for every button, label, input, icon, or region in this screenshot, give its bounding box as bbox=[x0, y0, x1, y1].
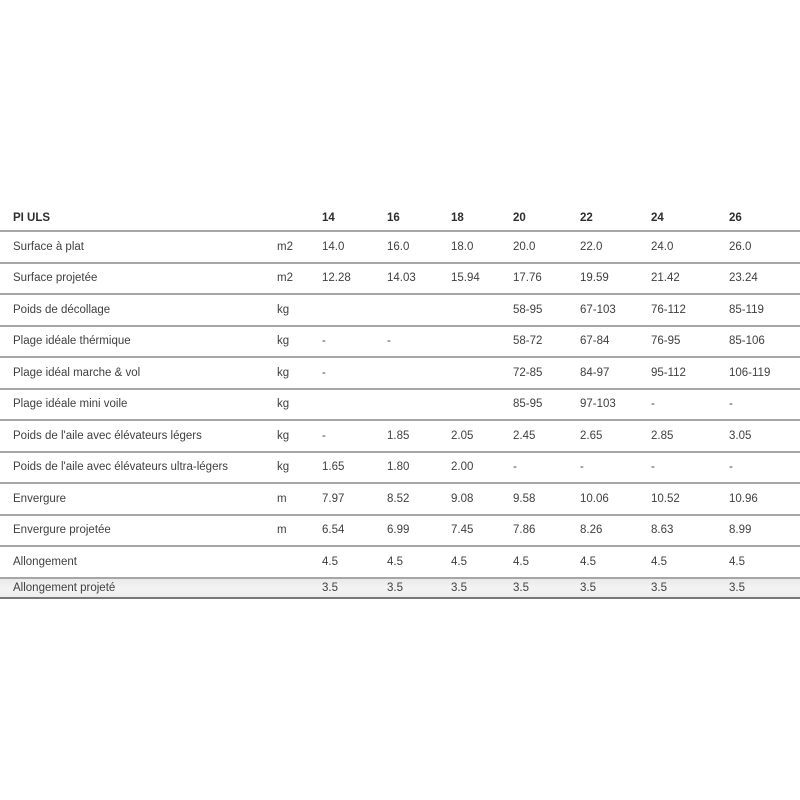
table-row bbox=[0, 263, 800, 295]
spec-value: - bbox=[322, 326, 387, 358]
table-row bbox=[0, 389, 800, 421]
spec-value: - bbox=[387, 326, 451, 358]
spec-unit bbox=[277, 578, 322, 598]
spec-label: Envergure projetée bbox=[0, 515, 277, 547]
table-row bbox=[0, 483, 800, 515]
specs-table bbox=[0, 205, 800, 599]
spec-value: 20.0 bbox=[513, 231, 580, 263]
spec-value: 97-103 bbox=[580, 389, 651, 421]
table-header bbox=[0, 205, 800, 231]
table-row bbox=[0, 452, 800, 484]
table-body bbox=[0, 231, 800, 598]
spec-value: 10.06 bbox=[580, 483, 651, 515]
spec-value bbox=[387, 389, 451, 421]
spec-value: 14.0 bbox=[322, 231, 387, 263]
spec-value: - bbox=[322, 357, 387, 389]
spec-value: 15.94 bbox=[451, 263, 513, 295]
spec-value: 3.5 bbox=[322, 578, 387, 598]
spec-value: 2.85 bbox=[651, 420, 729, 452]
spec-value: - bbox=[729, 389, 800, 421]
spec-value: 9.58 bbox=[513, 483, 580, 515]
spec-value: 4.5 bbox=[451, 546, 513, 578]
spec-value bbox=[322, 389, 387, 421]
spec-value: 85-106 bbox=[729, 326, 800, 358]
table-row bbox=[0, 294, 800, 326]
spec-unit: m bbox=[277, 483, 322, 515]
spec-value: 3.5 bbox=[387, 578, 451, 598]
header-row bbox=[0, 205, 800, 231]
table-row bbox=[0, 326, 800, 358]
spec-value: 2.45 bbox=[513, 420, 580, 452]
spec-label: Poids de l'aile avec élévateurs légers bbox=[0, 420, 277, 452]
spec-unit: m2 bbox=[277, 231, 322, 263]
spec-value bbox=[387, 357, 451, 389]
spec-unit: kg bbox=[277, 294, 322, 326]
table-row bbox=[0, 420, 800, 452]
spec-value: 24.0 bbox=[651, 231, 729, 263]
spec-value bbox=[451, 389, 513, 421]
spec-value bbox=[451, 357, 513, 389]
spec-value: - bbox=[729, 452, 800, 484]
table-row bbox=[0, 231, 800, 263]
spec-value: 18.0 bbox=[451, 231, 513, 263]
spec-value: 3.5 bbox=[513, 578, 580, 598]
spec-value: 6.99 bbox=[387, 515, 451, 547]
spec-value: - bbox=[513, 452, 580, 484]
spec-value: 10.96 bbox=[729, 483, 800, 515]
spec-unit bbox=[277, 546, 322, 578]
spec-label: Plage idéale mini voile bbox=[0, 389, 277, 421]
spec-label: Poids de décollage bbox=[0, 294, 277, 326]
spec-value: 16.0 bbox=[387, 231, 451, 263]
column-header: 16 bbox=[387, 205, 451, 231]
column-header: 26 bbox=[729, 205, 800, 231]
spec-value: 4.5 bbox=[651, 546, 729, 578]
spec-value: 4.5 bbox=[513, 546, 580, 578]
spec-value: 21.42 bbox=[651, 263, 729, 295]
spec-value: 84-97 bbox=[580, 357, 651, 389]
spec-value: 22.0 bbox=[580, 231, 651, 263]
spec-value: 9.08 bbox=[451, 483, 513, 515]
spec-value: 4.5 bbox=[729, 546, 800, 578]
spec-value: 8.26 bbox=[580, 515, 651, 547]
spec-value: 85-95 bbox=[513, 389, 580, 421]
table-row bbox=[0, 515, 800, 547]
spec-value: 85-119 bbox=[729, 294, 800, 326]
spec-value: 3.5 bbox=[451, 578, 513, 598]
spec-value: 58-72 bbox=[513, 326, 580, 358]
spec-value: 1.80 bbox=[387, 452, 451, 484]
spec-value: 17.76 bbox=[513, 263, 580, 295]
spec-value: 12.28 bbox=[322, 263, 387, 295]
unit-column-header bbox=[277, 205, 322, 231]
spec-label: Plage idéal marche & vol bbox=[0, 357, 277, 389]
spec-value: - bbox=[322, 420, 387, 452]
spec-label: Envergure bbox=[0, 483, 277, 515]
spec-label: Surface projetée bbox=[0, 263, 277, 295]
spec-value: 67-84 bbox=[580, 326, 651, 358]
spec-unit: m2 bbox=[277, 263, 322, 295]
spec-value: 67-103 bbox=[580, 294, 651, 326]
spec-value: 3.5 bbox=[651, 578, 729, 598]
spec-value bbox=[322, 294, 387, 326]
spec-value: 10.52 bbox=[651, 483, 729, 515]
spec-value: 1.85 bbox=[387, 420, 451, 452]
spec-value: 4.5 bbox=[322, 546, 387, 578]
column-header: 18 bbox=[451, 205, 513, 231]
spec-unit: kg bbox=[277, 357, 322, 389]
spec-value: 8.99 bbox=[729, 515, 800, 547]
table-row bbox=[0, 578, 800, 598]
spec-value: 58-95 bbox=[513, 294, 580, 326]
spec-value: 95-112 bbox=[651, 357, 729, 389]
column-header: 20 bbox=[513, 205, 580, 231]
spec-value: 76-112 bbox=[651, 294, 729, 326]
spec-value: 3.05 bbox=[729, 420, 800, 452]
spec-label: Poids de l'aile avec élévateurs ultra-légers bbox=[0, 452, 277, 484]
spec-value: 76-95 bbox=[651, 326, 729, 358]
spec-value: 8.63 bbox=[651, 515, 729, 547]
spec-value: 6.54 bbox=[322, 515, 387, 547]
spec-unit: kg bbox=[277, 326, 322, 358]
spec-value: 7.86 bbox=[513, 515, 580, 547]
table-row bbox=[0, 357, 800, 389]
spec-unit: m bbox=[277, 515, 322, 547]
spec-value bbox=[451, 294, 513, 326]
spec-value bbox=[387, 294, 451, 326]
spec-value: - bbox=[651, 452, 729, 484]
spec-unit: kg bbox=[277, 420, 322, 452]
spec-value: 3.5 bbox=[729, 578, 800, 598]
spec-value: 14.03 bbox=[387, 263, 451, 295]
column-header: 14 bbox=[322, 205, 387, 231]
spec-value bbox=[451, 326, 513, 358]
spec-value: 4.5 bbox=[580, 546, 651, 578]
column-header: 24 bbox=[651, 205, 729, 231]
spec-label: Plage idéale thérmique bbox=[0, 326, 277, 358]
table-row bbox=[0, 546, 800, 578]
spec-unit: kg bbox=[277, 452, 322, 484]
spec-value: 19.59 bbox=[580, 263, 651, 295]
spec-unit: kg bbox=[277, 389, 322, 421]
spec-label: Allongement projeté bbox=[0, 578, 277, 598]
spec-label: Allongement bbox=[0, 546, 277, 578]
spec-value: 2.65 bbox=[580, 420, 651, 452]
spec-value: - bbox=[651, 389, 729, 421]
spec-value: 3.5 bbox=[580, 578, 651, 598]
table-title: PI ULS bbox=[0, 205, 277, 231]
spec-value: 2.05 bbox=[451, 420, 513, 452]
spec-value: 72-85 bbox=[513, 357, 580, 389]
spec-value: 4.5 bbox=[387, 546, 451, 578]
spec-value: 26.0 bbox=[729, 231, 800, 263]
column-header: 22 bbox=[580, 205, 651, 231]
spec-value: - bbox=[580, 452, 651, 484]
spec-label: Surface à plat bbox=[0, 231, 277, 263]
spec-value: 7.45 bbox=[451, 515, 513, 547]
spec-value: 2.00 bbox=[451, 452, 513, 484]
spec-value: 106-119 bbox=[729, 357, 800, 389]
spec-value: 8.52 bbox=[387, 483, 451, 515]
spec-value: 23.24 bbox=[729, 263, 800, 295]
spec-value: 1.65 bbox=[322, 452, 387, 484]
spec-value: 7.97 bbox=[322, 483, 387, 515]
